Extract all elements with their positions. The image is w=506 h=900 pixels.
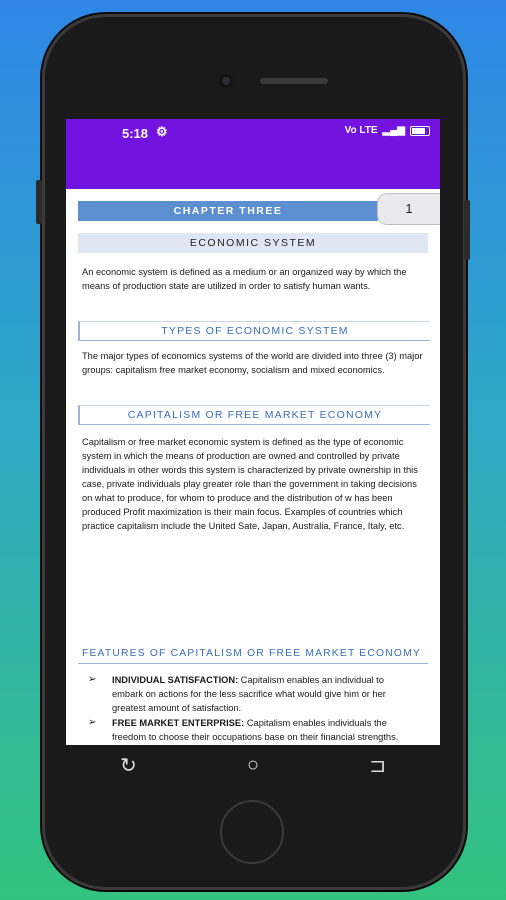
battery-icon	[410, 126, 430, 136]
capitalism-heading: CAPITALISM OR FREE MARKET ECONOMY	[78, 405, 430, 425]
physical-home-button[interactable]	[220, 800, 284, 864]
capitalism-paragraph: Capitalism or free market economic system is defined as the type of economic system in which the means of production are owned and controlled by private individuals in other words this system is characterized by private ownership in this case, private individuals play greater role than the government in taking decisions on what to produce, for whom to produce and the distribution of w has been produced Profit maximization is their main focus. Examples of countries which practice capitalism include the United Sate, Japan, Australia, France, Italy, etc.	[82, 437, 418, 531]
document-page[interactable]	[66, 189, 440, 745]
status-time: 5:18	[122, 126, 149, 141]
arrow-bullet-icon: ➢	[88, 717, 97, 728]
status-icons	[345, 125, 430, 136]
intro-paragraph: An economic system is defined as a medium or an organized way by which the means of production state are utilized in order to satisfy human wants.	[82, 267, 407, 291]
list-item: ➢ INDIVIDUAL SATISFACTION: Capitalism enables an individual to embark on actions for the less sacrifice what would give him or her greatest amount of satisfaction.	[88, 674, 386, 713]
arrow-bullet-icon: ➢	[88, 674, 97, 685]
page-number-tab[interactable]: 1	[377, 193, 440, 225]
home-icon[interactable]: ○	[246, 753, 260, 776]
power-button	[464, 200, 470, 260]
signal-icon: ▂▄▆	[382, 125, 405, 136]
section-title: ECONOMIC SYSTEM	[78, 233, 428, 253]
back-icon[interactable]: ⊐	[369, 754, 387, 777]
app-screen	[66, 119, 440, 745]
front-camera	[219, 74, 233, 88]
status-bar	[66, 119, 440, 147]
earpiece-speaker	[260, 78, 328, 84]
list-item: ➢ FREE MARKET ENTERPRISE: Capitalism enables individuals the freedom to choose their occupations base on their financial strengths.	[88, 717, 399, 742]
volume-button	[36, 180, 42, 224]
types-heading: TYPES OF ECONOMIC SYSTEM	[78, 321, 430, 341]
gear-icon: ⚙	[156, 124, 168, 139]
recents-icon[interactable]: ↻	[119, 754, 137, 777]
types-paragraph: The major types of economics systems of the world are divided into three (3) major groups: capitalism free market economy, socialism and mixed economics.	[82, 351, 423, 375]
features-heading: FEATURES OF CAPITALISM OR FREE MARKET ECONOMY	[78, 645, 428, 664]
signal-text: Vo LTE	[344, 125, 378, 136]
navigation-bar	[66, 745, 440, 785]
chapter-title: CHAPTER THREE	[78, 201, 378, 221]
app-bar	[66, 147, 440, 189]
features-list	[86, 673, 412, 745]
